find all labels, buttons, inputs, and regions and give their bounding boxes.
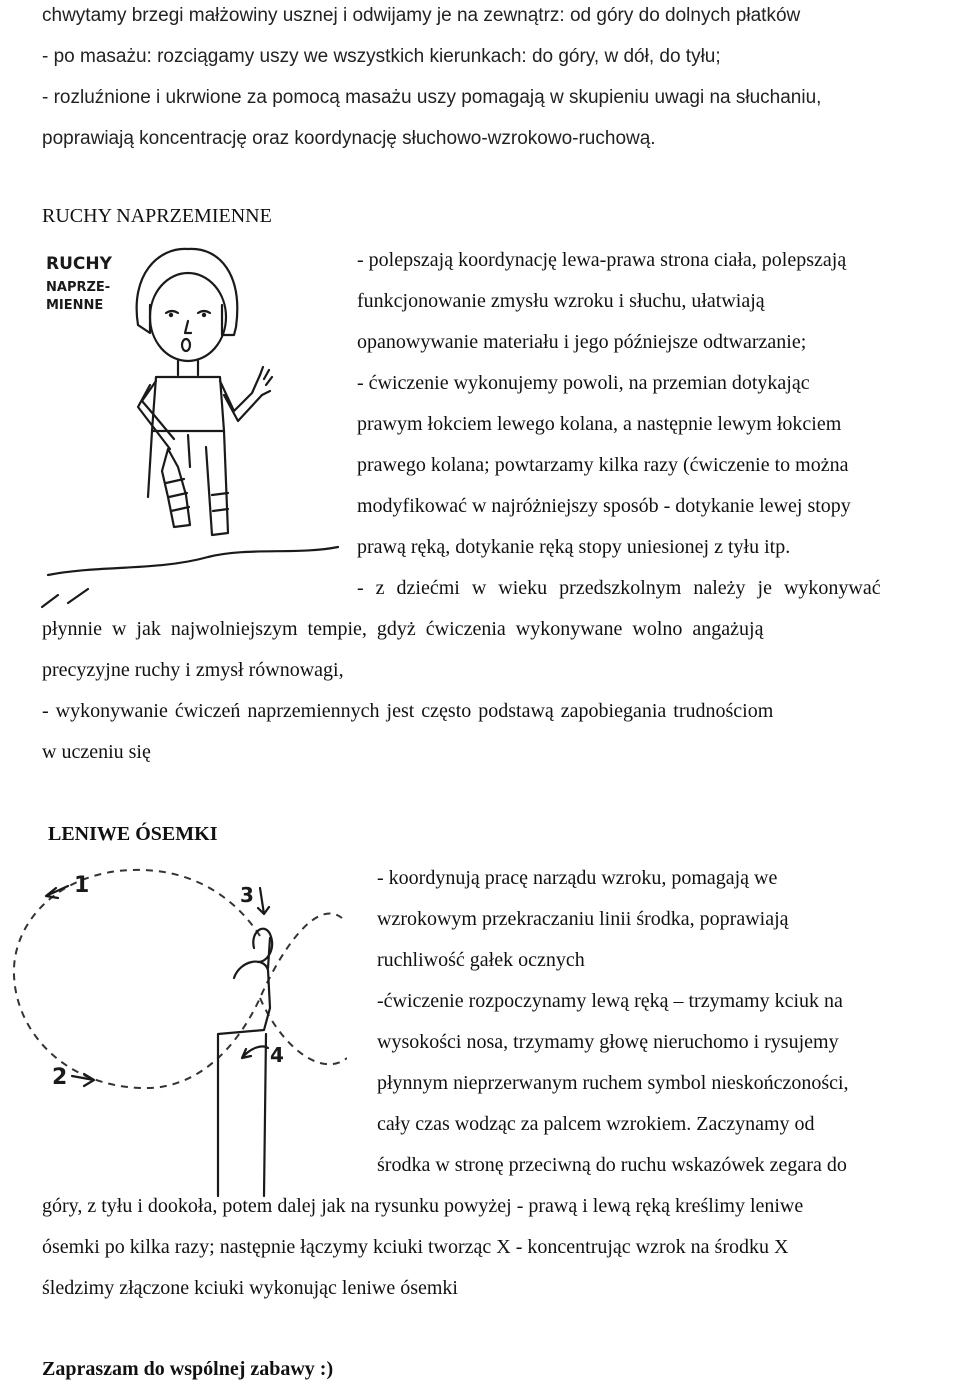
ruchy-line-3: opanowywanie materiału i jego późniejsze odtwarzanie; bbox=[357, 331, 807, 353]
ruchy-line-11: precyzyjne ruchy i zmysł równowagi, bbox=[42, 659, 344, 681]
leniwe-line-8: środka w stronę przeciwną do ruchu wskazówek zegara do bbox=[377, 1154, 847, 1176]
ruchy-line-12: - wykonywanie ćwiczeń naprzemiennych jest często podstawą zapobiegania trudnościom bbox=[42, 700, 774, 722]
ruchy-line-7: modyfikować w najróżniejszy sposób - dotykanie lewej stopy bbox=[357, 495, 851, 517]
drawing-number-2: 2 bbox=[52, 1065, 68, 1090]
leniwe-line-9: góry, z tyłu i dookoła, potem dalej jak na rysunku powyżej - prawą i lewą ręką kreślimy leniwe bbox=[42, 1195, 804, 1217]
ruchy-line-6: prawego kolana; powtarzamy kilka razy (ćwiczenie to można bbox=[357, 454, 849, 476]
leniwe-line-1: - koordynują pracę narządu wzroku, pomagają we bbox=[377, 867, 778, 889]
section-heading-ruchy: RUCHY NAPRZEMIENNE bbox=[42, 205, 272, 227]
ruchy-line-8: prawą ręką, dotykanie ręką stopy uniesionej z tyłu itp. bbox=[357, 536, 791, 558]
section-heading-leniwe: LENIWE ÓSEMKI bbox=[48, 823, 218, 845]
drawing-label-3: MIENNE bbox=[46, 298, 104, 313]
ruchy-line-2: funkcjonowanie zmysłu wzroku i słuchu, ułatwiają bbox=[357, 290, 765, 312]
drawing-number-3: 3 bbox=[240, 883, 254, 907]
closing-invitation: Zapraszam do wspólnej zabawy :) bbox=[42, 1358, 334, 1380]
ruchy-line-13: w uczeniu się bbox=[42, 741, 151, 763]
ruchy-line-9: - z dziećmi w wieku przedszkolnym należy je wykonywać bbox=[357, 577, 881, 599]
drawing-number-1: 1 bbox=[74, 873, 90, 898]
intro-line-3: - rozluźnione i ukrwione za pomocą masażu uszy pomagają w skupieniu uwagi na słuchaniu, bbox=[42, 87, 822, 108]
ruchy-line-4: - ćwiczenie wykonujemy powoli, na przemian dotykając bbox=[357, 372, 810, 394]
crossover-exercise-illustration bbox=[38, 235, 348, 615]
leniwe-line-10: ósemki po kilka razy; następnie łączymy kciuki tworząc X - koncentrując wzrok na środku X bbox=[42, 1236, 789, 1258]
leniwe-line-5: wysokości nosa, trzymamy głowę nieruchomo i rysujemy bbox=[377, 1031, 839, 1053]
intro-line-4: poprawiają koncentrację oraz koordynację słuchowo-wzrokowo-ruchową. bbox=[42, 128, 656, 149]
intro-line-1: chwytamy brzegi małżowiny usznej i odwijamy je na zewnątrz: od góry do dolnych płatków bbox=[42, 5, 801, 26]
intro-line-2: - po masażu: rozciągamy uszy we wszystkich kierunkach: do góry, w dół, do tyłu; bbox=[42, 46, 721, 67]
drawing-label-2: NAPRZE- bbox=[46, 280, 111, 295]
ruchy-line-10: płynnie w jak najwolniejszym tempie, gdyż ćwiczenia wykonywane wolno angażują bbox=[42, 618, 764, 640]
drawing-label-1: RUCHY bbox=[46, 254, 112, 274]
ruchy-line-5: prawym łokciem lewego kolana, a następnie lewym łokciem bbox=[357, 413, 842, 435]
leniwe-line-7: cały czas wodząc za palcem wzrokiem. Zaczynamy od bbox=[377, 1113, 815, 1135]
leniwe-line-3: ruchliwość gałek ocznych bbox=[377, 949, 585, 971]
lazy-eights-illustration bbox=[2, 858, 347, 1198]
drawing-number-4: 4 bbox=[270, 1043, 284, 1067]
leniwe-line-2: wzrokowym przekraczaniu linii środka, poprawiają bbox=[377, 908, 789, 930]
leniwe-line-4: -ćwiczenie rozpoczynamy lewą ręką – trzymamy kciuk na bbox=[377, 990, 843, 1012]
ruchy-line-1: - polepszają koordynację lewa-prawa strona ciała, polepszają bbox=[357, 249, 847, 271]
leniwe-line-6: płynnym nieprzerwanym ruchem symbol nieskończoności, bbox=[377, 1072, 849, 1094]
leniwe-line-11: śledzimy złączone kciuki wykonując leniwe ósemki bbox=[42, 1277, 458, 1299]
